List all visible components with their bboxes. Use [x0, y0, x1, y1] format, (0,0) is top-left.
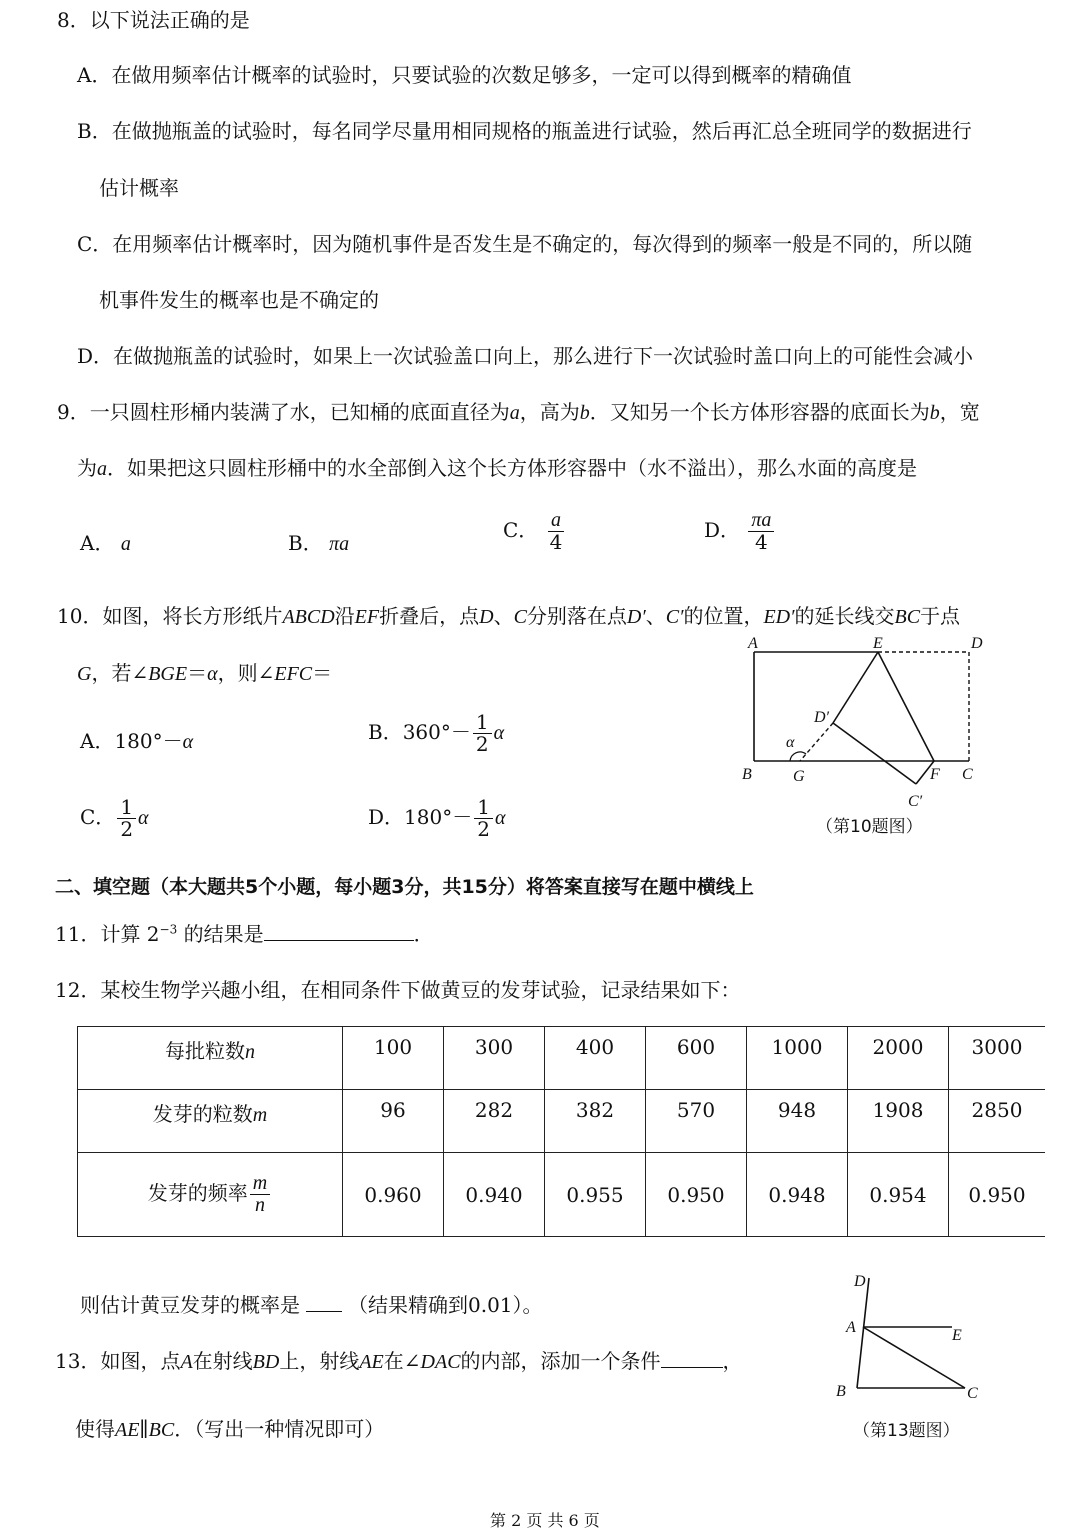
- cell-freq-4: 0.948: [747, 1153, 848, 1237]
- q13-figure-caption: （第13题图）: [853, 1421, 960, 1441]
- label-g: G: [793, 768, 805, 785]
- label-d: D: [971, 635, 983, 652]
- cell-freq-5: 0.954: [848, 1153, 949, 1237]
- cell-n-1: 300: [444, 1027, 545, 1090]
- q12-data-table: [77, 1026, 1045, 1237]
- q10-figure-caption: （第10题图）: [816, 817, 923, 837]
- cell-n-4: 1000: [747, 1027, 848, 1090]
- q8-option-b-line1: B．在做抛瓶盖的试验时，每名同学尽量用相同规格的瓶盖进行试验，然后再汇总全班同学的数据进行: [77, 119, 972, 143]
- q10-option-b: B．360°－ $\frac{1}{2}$ α: [368, 710, 505, 756]
- label-d: D: [854, 1273, 866, 1290]
- segment-edp: [833, 652, 878, 723]
- q8-option-c-line1: C．在用频率估计概率时，因为随机事件是否发生是不确定的，每次得到的频率一般是不同的，所以随: [77, 232, 973, 256]
- q12-answer-blank[interactable]: [306, 1311, 342, 1312]
- q13-line2: 使得AE∥BC．（写出一种情况即可）: [75, 1417, 385, 1441]
- fold-line-ef: [878, 652, 934, 761]
- label-c: C: [967, 1385, 978, 1402]
- cell-freq-2: 0.955: [545, 1153, 646, 1237]
- cell-freq-6: 0.950: [949, 1153, 1046, 1237]
- q8-option-b-line2: 估计概率: [99, 176, 179, 200]
- cell-m-5: 1908: [848, 1090, 949, 1153]
- label-f: F: [930, 766, 940, 783]
- label-e: E: [873, 635, 883, 652]
- label-d-prime: D′: [814, 709, 830, 726]
- cell-m-1: 282: [444, 1090, 545, 1153]
- q11-answer-blank[interactable]: [264, 940, 414, 941]
- extension-dpg-dashed: [800, 723, 833, 761]
- cell-n-6: 3000: [949, 1027, 1046, 1090]
- cell-n-5: 2000: [848, 1027, 949, 1090]
- label-c: C: [962, 766, 973, 783]
- q8-stem: 8．以下说法正确的是: [57, 8, 250, 32]
- q10-option-c: C． $\frac{1}{2}$ α: [80, 795, 149, 841]
- cell-n-0: 100: [343, 1027, 444, 1090]
- q9-option-a: A． a: [80, 531, 131, 555]
- q10-line2: G，若∠BGE＝α，则∠EFC＝: [77, 661, 333, 685]
- label-c-prime: C′: [908, 793, 923, 810]
- q8-option-d: D．在做抛瓶盖的试验时，如果上一次试验盖口向上，那么进行下一次试验时盖口向上的可能性会减小: [77, 344, 974, 368]
- q10-line1: 10．如图，将长方形纸片ABCD沿EF折叠后，点D、C分别落在点D′、C′的位置，ED′的延长线交BC于点: [57, 604, 961, 628]
- q13-figure: [830, 1270, 990, 1410]
- cell-freq-3: 0.950: [646, 1153, 747, 1237]
- q10-option-a: A．180°－α: [80, 729, 194, 753]
- row-header-m: 发芽的粒数m: [78, 1090, 343, 1153]
- cell-m-3: 570: [646, 1090, 747, 1153]
- cell-m-6: 2850: [949, 1090, 1046, 1153]
- label-alpha: α: [786, 734, 795, 751]
- row-header-n: 每批粒数n: [78, 1027, 343, 1090]
- cell-m-4: 948: [747, 1090, 848, 1153]
- page-footer: 第 2 页 共 6 页: [490, 1511, 600, 1530]
- q12-question: 则估计黄豆发芽的概率是 （结果精确到0.01）。: [80, 1293, 543, 1317]
- cell-m-0: 96: [343, 1090, 444, 1153]
- q10-option-d: D．180°－ $\frac{1}{2}$ α: [368, 795, 506, 841]
- q10-figure: [738, 630, 988, 810]
- table-row-n: [78, 1027, 1046, 1090]
- q9-option-d: D． $\frac{\pi a}{4}$: [704, 510, 776, 553]
- q9-line2: 为a．如果把这只圆柱形桶中的水全部倒入这个长方体形容器中（水不溢出），那么水面的高度是: [77, 456, 917, 480]
- label-a: A: [846, 1319, 856, 1336]
- cell-n-2: 400: [545, 1027, 646, 1090]
- row-header-frequency: 发芽的频率 $\frac{m}{n}$: [78, 1153, 343, 1237]
- q9-option-b: B． πa: [288, 531, 350, 555]
- section-2-heading: 二、填空题（本大题共5个小题，每小题3分，共15分）将答案直接写在题中横线上: [55, 876, 754, 898]
- label-b: B: [742, 766, 752, 783]
- table-row-m: [78, 1090, 1046, 1153]
- cell-m-2: 382: [545, 1090, 646, 1153]
- q9-line1: 9．一只圆柱形桶内装满了水，已知桶的底面直径为a，高为b．又知另一个长方体形容器的底面长为b，宽: [57, 400, 980, 424]
- q9-option-c: C． $\frac{a}{4}$: [503, 509, 563, 554]
- q11-line: 11．计算 $2^{-3}$ 的结果是 ．: [55, 922, 434, 946]
- segment-dpcp: [833, 723, 916, 784]
- label-a: A: [748, 635, 758, 652]
- label-b: B: [836, 1383, 846, 1400]
- cell-freq-1: 0.940: [444, 1153, 545, 1237]
- cell-freq-0: 0.960: [343, 1153, 444, 1237]
- label-e: E: [952, 1327, 962, 1344]
- q12-stem: 12．某校生物学兴趣小组，在相同条件下做黄豆的发芽试验，记录结果如下：: [55, 978, 741, 1002]
- q8-option-c-line2: 机事件发生的概率也是不确定的: [99, 288, 379, 312]
- cell-n-3: 600: [646, 1027, 747, 1090]
- table-row-frequency: [78, 1153, 1046, 1237]
- segment-ac: [863, 1327, 965, 1388]
- q8-option-a: A．在做用频率估计概率的试验时，只要试验的次数足够多，一定可以得到概率的精确值: [77, 63, 852, 87]
- q13-line1: 13．如图，点A在射线BD上，射线AE在∠DAC的内部，添加一个条件 ，: [55, 1349, 743, 1373]
- q13-answer-blank[interactable]: [661, 1367, 723, 1368]
- ray-bd: [857, 1278, 869, 1388]
